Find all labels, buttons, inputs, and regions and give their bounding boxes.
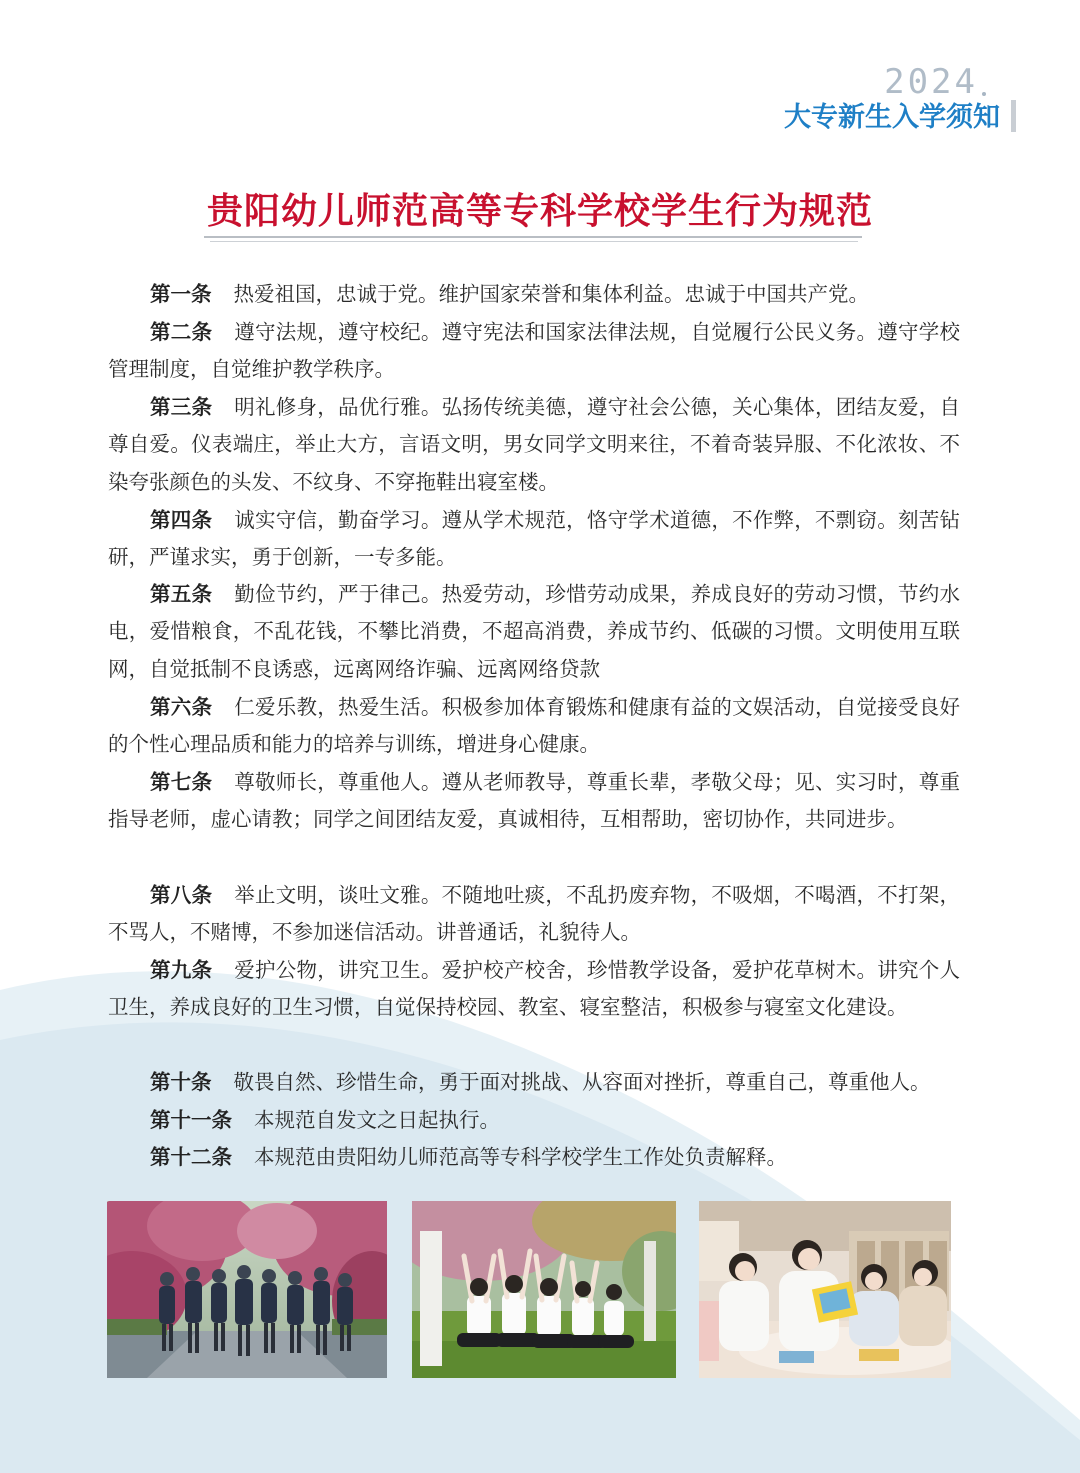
page-title: 贵阳幼儿师范高等专科学校学生行为规范 [206,190,873,232]
article-label: 第三条 [150,395,213,419]
article-text: 热爱祖国，忠诚于党。维护国家荣誉和集体利益。忠诚于中国共产党。 [233,282,869,306]
article-label: 第一条 [150,282,212,306]
article-text: 诚实守信，勤奋学习。遵从学术规范，恪守学术道德，不作弊，不剽窃。刻苦钻研，严谨求实，勇于创新，一专多能。 [108,508,961,570]
article-8 [108,877,960,952]
article-text: 敬畏自然、珍惜生命，勇于面对挑战、从容面对挫折，尊重自己，尊重他人。 [233,1070,931,1094]
article-label: 第七条 [150,770,213,794]
header-bar [1011,100,1016,132]
article-label: 第六条 [150,695,213,719]
article-11 [108,1102,960,1139]
header-subtitle: 大专新生入学须知 [784,102,1000,133]
article-12 [108,1139,960,1176]
article-text: 遵守法规，遵守校纪。遵守宪法和国家法律法规，自觉履行公民义务。遵守学校管理制度，自觉维护教学秩序。 [108,320,961,382]
brand-header [776,62,1016,142]
article-5 [108,576,960,688]
article-9 [108,952,960,1027]
title-underline-secondary [210,241,858,242]
article-text: 勤俭节约，严于律己。热爱劳动，珍惜劳动成果，养成良好的劳动习惯，节约水电，爱惜粮食，不乱花钱，不攀比消费，不超高消费，养成节约、低碳的习惯。文明使用互联网，自觉抵制不良诱惑，远离网络诈骗、远离网络贷款 [108,582,961,681]
photo-lawn-exercise [412,1201,676,1378]
photo-campus-walk [107,1201,387,1378]
year-label: 2024 [884,62,978,102]
article-text: 本规范由贵阳幼儿师范高等专科学校学生工作处负责解释。 [254,1145,787,1169]
photo-classroom-reading [699,1201,951,1378]
article-label: 第二条 [150,320,213,344]
article-label: 第十一条 [150,1108,232,1132]
article-label: 第八条 [150,883,213,907]
article-text: 明礼修身，品优行雅。弘扬传统美德，遵守社会公德，关心集体，团结友爱，自尊自爱。仪表端庄，举止大方，言语文明，男女同学文明来往，不着奇装异服、不化浓妆、不染夸张颜色的头发、不纹身、不穿拖鞋出寝室楼。 [108,395,961,494]
article-label: 第十条 [150,1070,212,1094]
article-6 [108,689,960,764]
article-label: 第四条 [150,508,213,532]
article-4 [108,502,960,577]
article-1 [108,276,960,313]
article-text: 仁爱乐教，热爱生活。积极参加体育锻炼和健康有益的文娱活动，自觉接受良好的个性心理品质和能力的培养与训练，增进身心健康。 [108,695,961,757]
article-text: 尊敬师长，尊重他人。遵从老师教导，尊重长辈，孝敬父母；见、实习时，尊重指导老师，虚心请教；同学之间团结友爱，真诚相待，互相帮助，密切协作，共同进步。 [108,770,961,832]
article-text: 爱护公物，讲究卫生。爱护校产校舍，珍惜教学设备，爱护花草树木。讲究个人卫生，养成良好的卫生习惯，自觉保持校园、教室、寝室整洁，积极参与寝室文化建设。 [108,958,961,1020]
article-7 [108,764,960,839]
year-dot [982,92,986,96]
article-text: 本规范自发文之日起执行。 [254,1108,500,1132]
article-label: 第十二条 [150,1145,232,1169]
article-label: 第九条 [150,958,213,982]
article-10 [108,1064,960,1101]
article-2 [108,314,960,389]
title-underline [204,236,862,238]
article-label: 第五条 [150,582,213,606]
article-3 [108,389,960,501]
article-text: 举止文明，谈吐文雅。不随地吐痰，不乱扔废弃物，不吸烟，不喝酒，不打架，不骂人，不赌博，不参加迷信活动。讲普通话，礼貌待人。 [108,883,961,945]
